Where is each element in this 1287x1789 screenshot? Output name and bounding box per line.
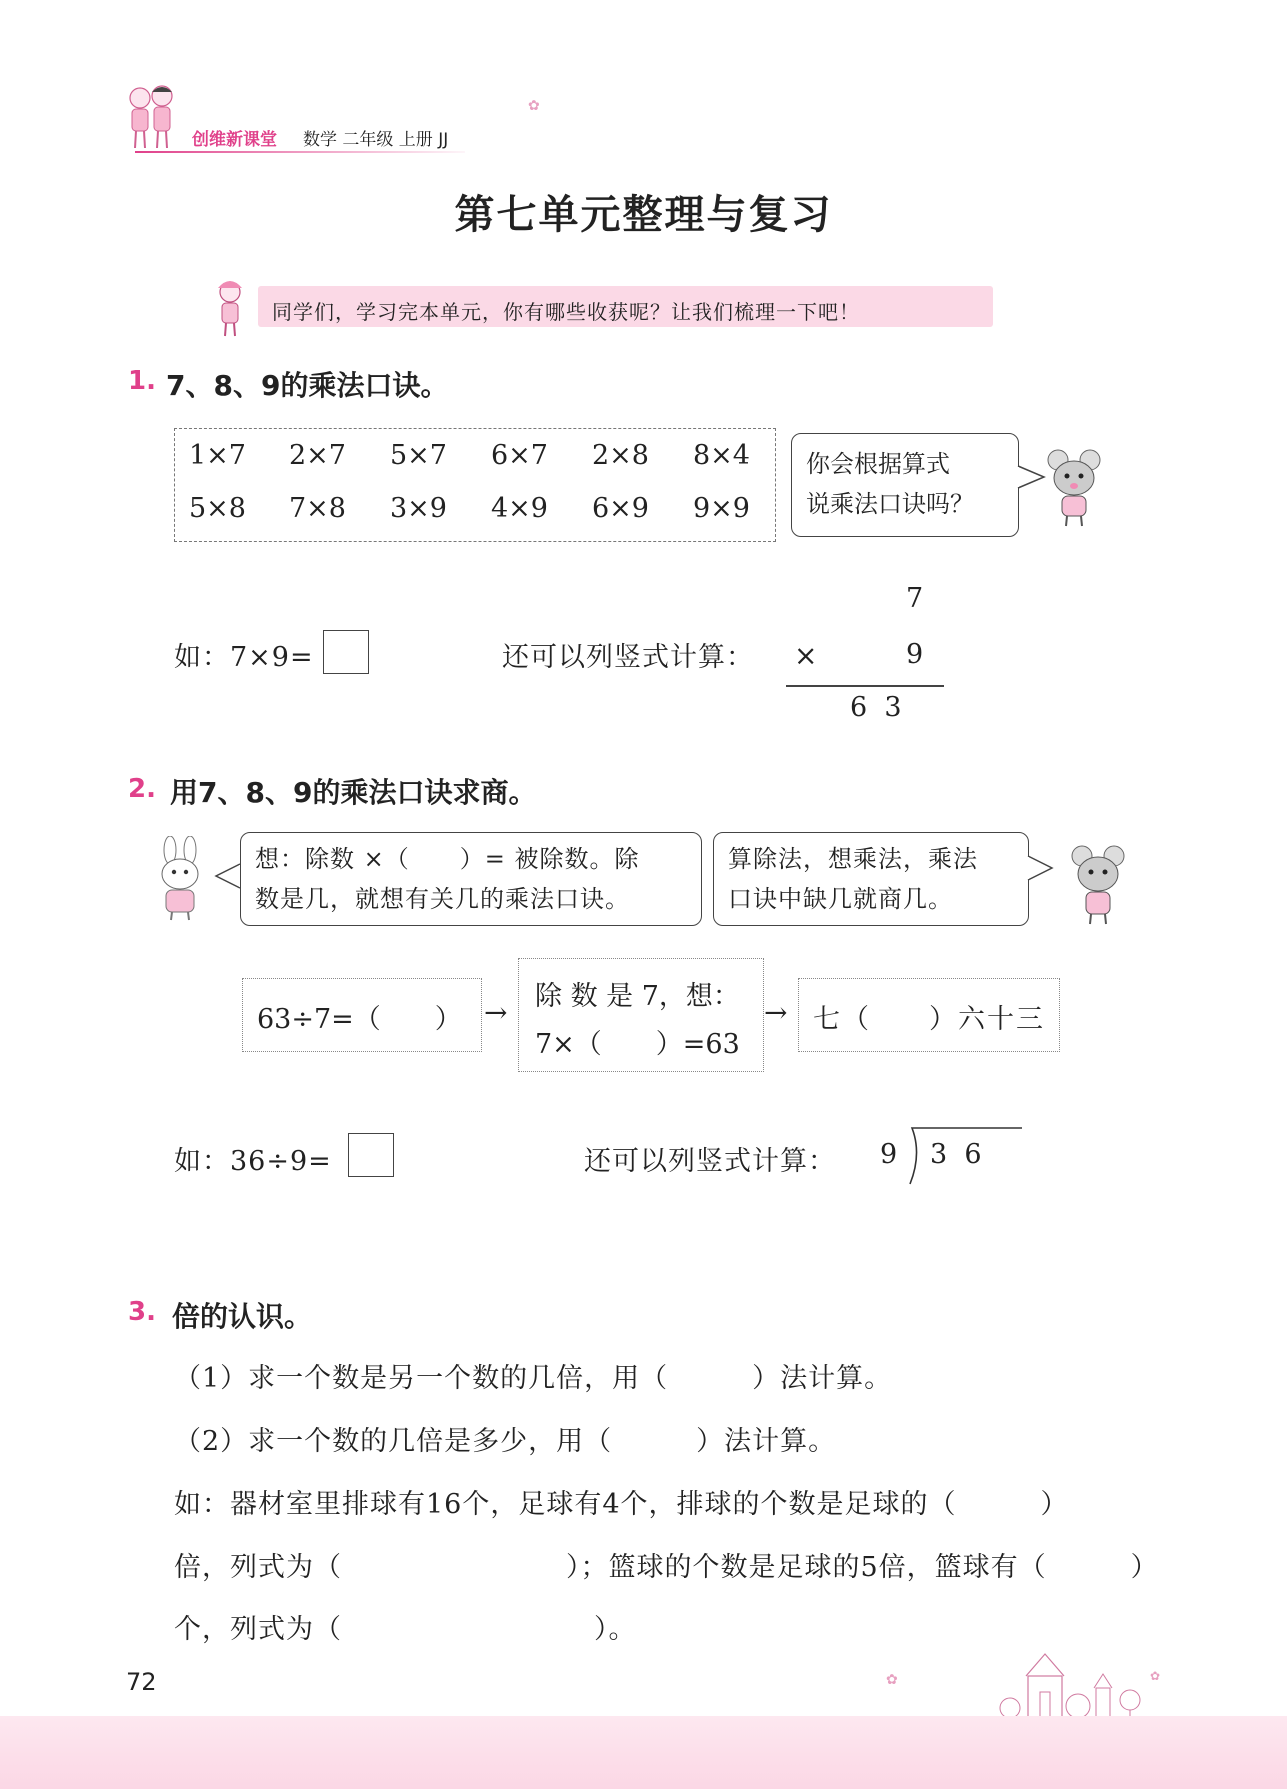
fact-cell: 5×7 xyxy=(390,440,447,471)
vertical-top: 7 xyxy=(906,583,924,614)
arrow-icon: → xyxy=(764,996,788,1029)
fact-cell: 1×7 xyxy=(189,440,246,471)
vertical-label: 还可以列竖式计算： xyxy=(502,642,754,673)
fact-cell: 2×8 xyxy=(592,440,649,471)
question-3-number: 3. xyxy=(128,1297,156,1327)
flow-step-2 xyxy=(518,958,764,1072)
q3-line-1: （1）求一个数是另一个数的几倍，用（ ）法计算。 xyxy=(174,1363,893,1394)
intro-text: 同学们，学习完本单元，你有哪些收获呢？让我们梳理一下吧！ xyxy=(272,300,860,324)
mouse-illustration-icon xyxy=(1068,842,1130,926)
divisor: 9 xyxy=(880,1139,898,1170)
bubble-line: 说乘法口诀吗？ xyxy=(806,490,974,518)
fact-cell: 5×8 xyxy=(189,493,246,524)
q3-line-3: 如：器材室里排球有16个，足球有4个，排球的个数是足球的（ ） xyxy=(174,1489,1069,1520)
fact-cell: 2×7 xyxy=(289,440,346,471)
header-divider xyxy=(135,151,465,153)
bubble-line: 想：除数 ×（ ）= 被除数。除 xyxy=(255,845,640,873)
book-subject: 数学 二年级 上册 JJ xyxy=(303,130,449,150)
question-2-title: 用7、8、9的乘法口诀求商。 xyxy=(170,776,537,809)
girl-illustration-icon xyxy=(210,278,252,338)
brand-name: 创维新课堂 xyxy=(192,130,277,150)
vertical-operator: × xyxy=(794,639,818,672)
page-title: 第七单元整理与复习 xyxy=(454,192,833,238)
bubble-line: 口诀中缺几就商几。 xyxy=(728,885,953,913)
flow-step-1: 63÷7=（ ） xyxy=(242,978,482,1052)
fact-cell: 3×9 xyxy=(390,493,447,524)
fact-cell: 6×7 xyxy=(491,440,548,471)
footer-band xyxy=(0,1716,1287,1789)
question-1-title: 7、8、9的乘法口诀。 xyxy=(166,369,449,402)
castle-decoration-icon xyxy=(880,1648,1180,1720)
rabbit-illustration-icon xyxy=(152,836,210,922)
vertical-middle: 9 xyxy=(906,639,924,670)
kids-illustration-icon xyxy=(122,82,184,152)
speech-bubble-tip xyxy=(713,832,1029,926)
vertical-label: 还可以列竖式计算： xyxy=(584,1146,836,1177)
example-division: 如：36÷9= xyxy=(174,1146,332,1177)
q3-line-4: 倍，列式为（ ）；篮球的个数是足球的5倍，篮球有（ ） xyxy=(174,1552,1159,1583)
example-multiplication: 如：7×9= xyxy=(174,642,314,673)
speech-bubble-ask xyxy=(791,433,1019,537)
fact-cell: 9×9 xyxy=(693,493,750,524)
question-2-number: 2. xyxy=(128,774,156,804)
q3-line-5: 个，列式为（ ）。 xyxy=(174,1614,637,1645)
multiplication-facts-box xyxy=(174,428,776,542)
speech-bubble-think xyxy=(240,832,702,926)
fact-cell: 7×8 xyxy=(289,493,346,524)
vertical-result: 6 3 xyxy=(850,692,902,723)
bubble-tail-icon xyxy=(214,862,242,890)
bubble-tail-icon xyxy=(1016,462,1046,492)
flow-step-2-line: 除 数 是 7，想： xyxy=(535,981,740,1012)
flow-step-3: 七（ ）六十三 xyxy=(798,978,1060,1052)
svg-text:✿: ✿ xyxy=(886,1672,898,1688)
question-3-title: 倍的认识。 xyxy=(172,1300,313,1333)
flow-step-2-line: 7×（ ）=63 xyxy=(535,1029,740,1060)
bubble-line: 算除法，想乘法，乘法 xyxy=(728,845,978,873)
bubble-tail-icon xyxy=(1026,854,1054,882)
arrow-icon: → xyxy=(484,996,508,1029)
fact-cell: 6×9 xyxy=(592,493,649,524)
fact-cell: 8×4 xyxy=(693,440,750,471)
bubble-line: 你会根据算式 xyxy=(806,450,950,478)
page-number: 72 xyxy=(126,1668,157,1696)
fact-cell: 4×9 xyxy=(491,493,548,524)
mouse-illustration-icon xyxy=(1044,446,1106,528)
answer-box[interactable] xyxy=(348,1133,394,1177)
bubble-line: 数是几，就想有关几的乘法口诀。 xyxy=(255,885,630,913)
dividend: 3 6 xyxy=(930,1139,982,1170)
svg-text:✿: ✿ xyxy=(1150,1669,1161,1683)
q3-line-2: （2）求一个数的几倍是多少，用（ ）法计算。 xyxy=(174,1426,837,1457)
answer-box[interactable] xyxy=(323,630,369,674)
vertical-rule xyxy=(786,685,944,687)
question-1-number: 1. xyxy=(128,366,156,396)
flower-icon: ✿ xyxy=(528,98,540,114)
